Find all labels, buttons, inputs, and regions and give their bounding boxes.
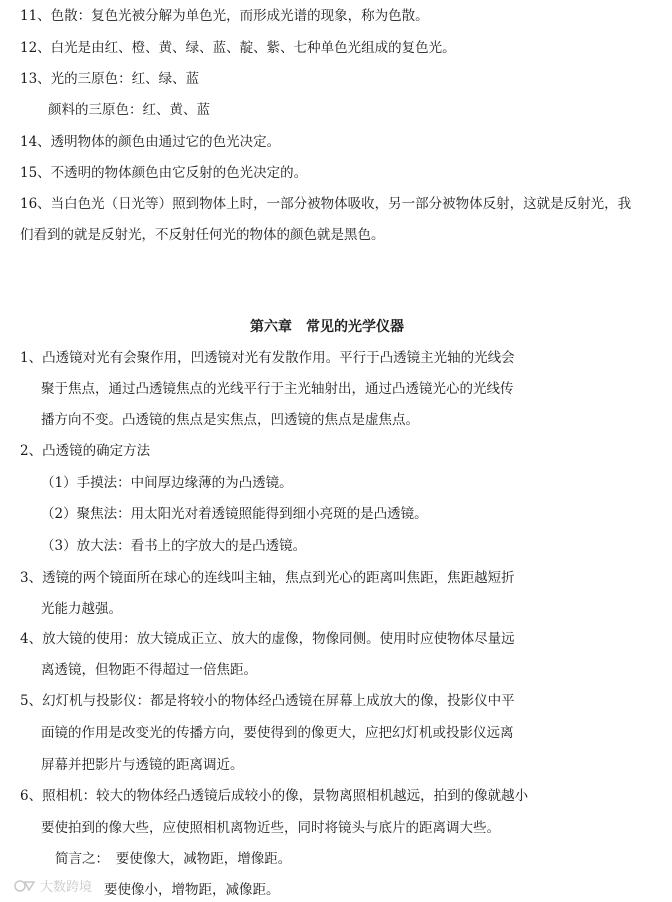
chapter-item-3: 3、透镜的两个镜面所在球心的连线叫主轴，焦点到光心的距离叫焦距，焦距越短折 [20, 570, 515, 586]
chapter-title: 第六章 常见的光学仪器 [250, 319, 404, 335]
chapter-item-6: 6、照相机：较大的物体经凸透镜后成较小的像，景物离照相机越远，拍到的像就越小 [20, 788, 529, 804]
chapter-item-1-cont: 播方向不变。凸透镜的焦点是实焦点，凹透镜的焦点是虚焦点。 [41, 412, 419, 428]
chapter-item-2-sub: （3）放大法：看书上的字放大的是凸透镜。 [41, 538, 307, 554]
chapter-item-2: 2、凸透镜的确定方法 [20, 443, 151, 459]
chapter-item-1-cont: 聚于焦点，通过凸透镜焦点的光线平行于主光轴射出，通过凸透镜光心的光线传 [41, 381, 514, 397]
chapter-item-4: 4、放大镜的使用：放大镜成正立、放大的虚像，物像同侧。使用时应使物体尽量远 [20, 631, 515, 647]
logo-icon [14, 879, 36, 893]
watermark [14, 876, 92, 895]
chapter-item-2-sub: （1）手摸法：中间厚边缘薄的为凸透镜。 [41, 475, 293, 491]
chapter-item-4-cont: 离透镜，但物距不得超过一倍焦距。 [41, 662, 257, 678]
list-item-16: 16、当白色光（日光等）照到物体上时，一部分被物体吸收，另一部分被物体反射，这就是反射光，我 [20, 196, 632, 212]
list-item-15: 15、不透明的物体颜色由它反射的色光决定的。 [20, 165, 308, 181]
chapter-item-3-cont: 光能力越强。 [41, 601, 122, 617]
list-item-16-cont: 们看到的就是反射光，不反射任何光的物体的颜色就是黑色。 [20, 227, 385, 243]
chapter-item-5: 5、幻灯机与投影仪：都是将较小的物体经凸透镜在屏幕上成放大的像，投影仪中平 [20, 693, 515, 709]
list-item-11: 11、色散：复色光被分解为单色光，而形成光谱的现象，称为色散。 [20, 8, 429, 24]
chapter-item-5-cont: 屏幕并把影片与透镜的距离调近。 [41, 757, 244, 773]
chapter-item-6-cont: 要使拍到的像大些，应使照相机离物近些，同时将镜头与底片的距离调大些。 [41, 820, 500, 836]
list-item-13: 13、光的三原色：红、绿、蓝 [20, 71, 200, 87]
list-item-13-sub: 颜料的三原色：红、黄、蓝 [48, 102, 210, 118]
chapter-item-5-cont: 面镜的作用是改变光的传播方向，要使得到的像更大，应把幻灯机或投影仪远离 [41, 725, 514, 741]
summary-line: 简言之： 要使像大，减物距，增像距。 [55, 851, 292, 867]
watermark-text: 大数跨境 [40, 880, 93, 895]
chapter-item-1: 1、凸透镜对光有会聚作用，凹透镜对光有发散作用。平行于凸透镜主光轴的光线会 [20, 350, 515, 366]
summary-line: 要使像小，增物距，减像距。 [104, 882, 280, 898]
chapter-item-2-sub: （2）聚焦法：用太阳光对着透镜照能得到细小亮斑的是凸透镜。 [41, 506, 428, 522]
list-item-12: 12、白光是由红、橙、黄、绿、蓝、靛、紫、七种单色光组成的复色光。 [20, 40, 456, 56]
list-item-14: 14、透明物体的颜色由通过它的色光决定。 [20, 134, 281, 150]
